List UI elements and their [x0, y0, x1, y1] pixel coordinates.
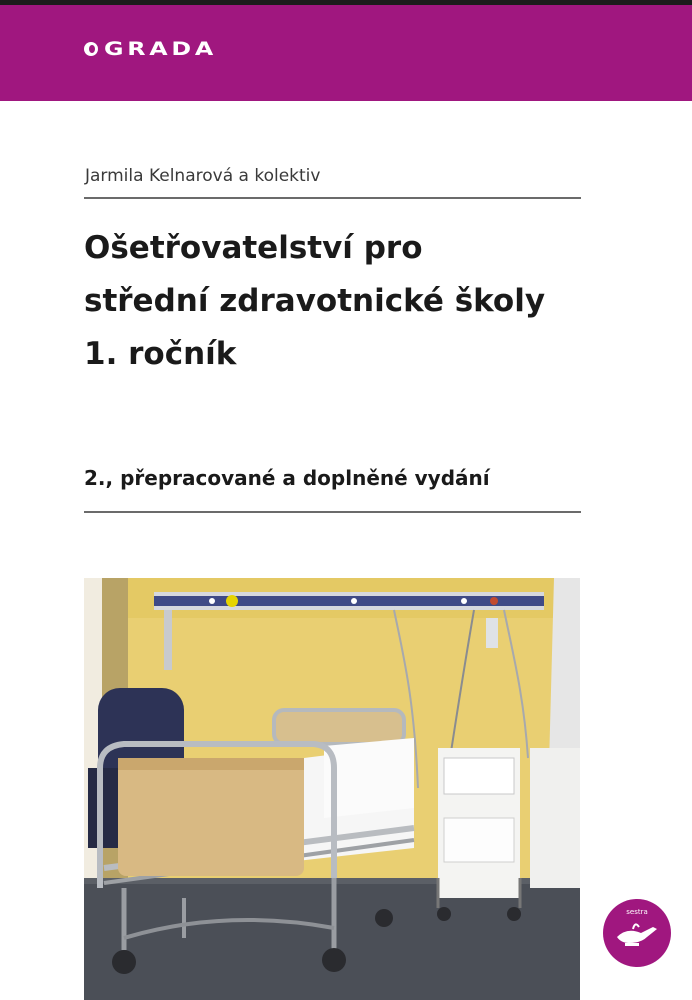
publisher-logo: [84, 38, 218, 60]
publisher-name: GRADA: [104, 38, 218, 60]
publisher-logo-icon: [84, 42, 98, 56]
edition-label: 2., přepracované a doplněné vydání: [84, 466, 490, 490]
series-badge: [603, 899, 671, 967]
hospital-bed-illustration: [84, 578, 580, 1000]
author-name: Jarmila Kelnarová a kolektiv: [85, 166, 321, 186]
title-line-1: Ošetřovatelství pro: [84, 230, 423, 266]
divider-bottom: [84, 511, 581, 513]
title-line-2: střední zdravotnické školy: [84, 283, 546, 319]
divider-top: [84, 197, 581, 199]
book-title: [84, 222, 644, 381]
oil-lamp-icon: [613, 919, 661, 949]
title-line-3: 1. ročník: [84, 336, 237, 372]
cover-photo: [84, 578, 580, 1000]
badge-text: sestra: [626, 908, 648, 916]
